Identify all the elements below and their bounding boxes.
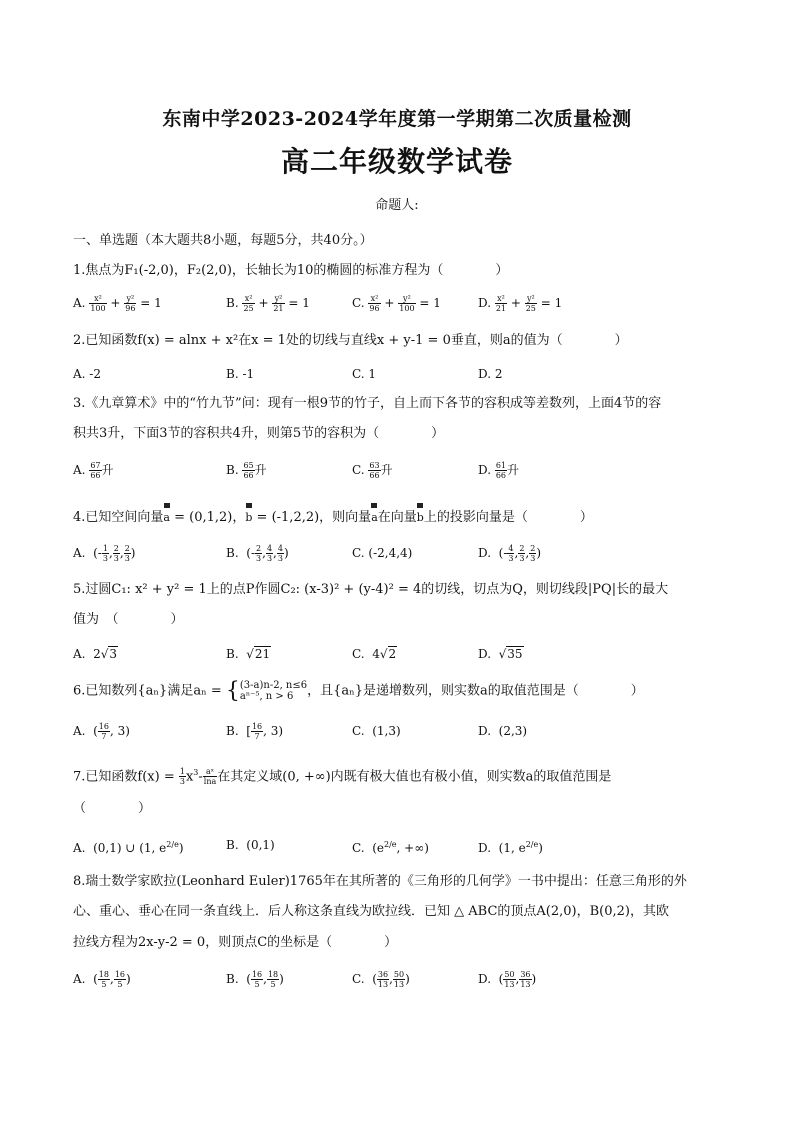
q4-option-b-label: B. xyxy=(226,546,239,560)
q2-option-d: D. 2 xyxy=(478,367,503,381)
q4-option-d-label: D. xyxy=(478,546,492,560)
q2-option-c: C. 1 xyxy=(352,367,377,381)
q3-d-unit: 升 xyxy=(507,463,520,477)
q1-option-b-label: B. xyxy=(226,296,239,310)
q3-c-unit: 升 xyxy=(380,463,393,477)
vector-a xyxy=(163,503,170,527)
vector-a-ref-label: a xyxy=(371,511,378,524)
q4-option-c: C. (-2,4,4) xyxy=(352,546,413,560)
q3-option-a-label: A. xyxy=(73,463,86,477)
q4-stem-part5: 上的投影向量是（ ） xyxy=(423,510,593,525)
q3-option-b-label: B. xyxy=(226,463,239,477)
q1-a-eq: = 1 xyxy=(140,296,162,310)
q4-option-b: B. (- $\frac{2}{3}$ , $\frac{4}{3}$ , $\frac{4}{3}$ ) xyxy=(226,544,289,563)
q6-option-c: C. (1,3) xyxy=(352,724,401,738)
q4-stem-part3: = (-1,2,2)，则向量 xyxy=(256,510,372,525)
q3-c-num: 63 xyxy=(369,461,380,470)
q1-b-den2: 21 xyxy=(273,304,284,313)
q1-b-den1: 25 xyxy=(243,304,254,313)
question-2-stem: 2.已知函数f(x) = alnx + x²在x = 1处的切线与直线x + y-1 = 0垂直，则a的值为（ ） xyxy=(73,333,628,348)
q2-option-b: B. -1 xyxy=(226,367,255,381)
q8-option-a: A. ( $\frac{18}{5}$ , $\frac{16}{5}$ ) xyxy=(73,970,131,989)
q1-c-den1: 96 xyxy=(369,304,380,313)
q6-case2: aⁿ⁻⁵, n > 6 xyxy=(239,691,294,702)
question-5-stem-line1: 5.过圆C₁: x² + y² = 1上的点P作圆C₂: (x-3)² + (y-4)² = 4的切线，切点为Q，则切线段|PQ|长的最大 xyxy=(73,582,669,597)
q1-option-a: A. $\frac{\text{x²}}{100}$ + $\frac{\text{y²}}{96}$ = 1 xyxy=(73,294,162,313)
q3-option-b xyxy=(226,461,267,480)
q1-a-den1: 100 xyxy=(90,304,106,313)
q3-c-den: 66 xyxy=(369,471,380,480)
q4-option-a: A. (- $\frac{1}{3}$ , $\frac{2}{3}$ , $\frac{2}{3}$ ) xyxy=(73,544,136,563)
school-title: 东南中学2023-2024学年度第一学期第二次质量检测 xyxy=(162,108,632,130)
q1-option-d: D. $\frac{\text{x²}}{21}$ + $\frac{\text{y²}}{25}$ = 1 xyxy=(478,294,563,313)
exam-title: 高二年级数学试卷 xyxy=(280,145,513,178)
q7-option-c: C. ($e^{2/e}$, +∞) xyxy=(352,840,429,855)
q3-a-num: 67 xyxy=(90,461,101,470)
section-heading: 一、单选题（本大题共8小题，每题5分，共40分。） xyxy=(73,233,373,248)
q1-a-den2: 96 xyxy=(125,304,136,313)
q4-option-a-label: A. xyxy=(73,546,86,560)
q7-stem-part2: 在其定义域(0, +∞)内既有极大值也有极小值，则实数a的取值范围是 xyxy=(217,769,612,785)
vector-b xyxy=(245,503,252,527)
q4-option-d: D. (- $\frac{4}{3}$ , $\frac{2}{3}$ , $\frac{2}{3}$ ) xyxy=(478,544,542,563)
q3-d-den: 66 xyxy=(495,471,507,480)
q6-case1: (3-a)n-2, n≤6 xyxy=(239,680,308,691)
question-1-stem: 1.焦点为F₁(-2,0)，F₂(2,0)，长轴长为10的椭圆的标准方程为（ ） xyxy=(73,263,509,278)
q8-option-b: B. ( $\frac{16}{5}$ , $\frac{18}{5}$ ) xyxy=(226,970,284,989)
q8-option-d: D. ( $\frac{50}{13}$ , $\frac{36}{13}$ ) xyxy=(478,970,537,989)
q6-option-d: D. (2,3) xyxy=(478,724,528,738)
question-3-stem-line1: 3.《九章算术》中的“竹九节”问：现有一根9节的竹子，自上而下各节的容积成等差数列，上面4节的容 xyxy=(73,396,662,411)
q3-b-num: 65 xyxy=(243,461,254,470)
q4-stem-part4: 在向量 xyxy=(377,510,417,525)
question-8-stem-line3: 拉线方程为2x-y-2 = 0，则顶点C的坐标是（ ） xyxy=(73,935,398,950)
vector-b-ref xyxy=(417,503,424,527)
vector-b-ref-label: b xyxy=(416,511,424,524)
q1-c-eq: = 1 xyxy=(419,296,441,310)
q7-option-a: A. (0,1) ∪ (1, $e^{2/e}$) xyxy=(73,840,184,855)
q1-option-d-label: D. xyxy=(478,296,492,310)
q7-option-d: D. (1, $e^{2/e}$) xyxy=(478,840,543,855)
q3-b-den: 66 xyxy=(243,471,254,480)
question-5-stem-line2: 值为 （ ） xyxy=(73,612,184,627)
q5-option-d: D. √35 xyxy=(478,647,523,661)
q5-option-a: A. 2√3 xyxy=(73,647,118,661)
q3-d-num: 61 xyxy=(495,461,507,470)
vector-a-label: a xyxy=(163,511,170,524)
question-7-stem: 7.已知函数f(x) = $\frac{1}{3}$ $x^3-$ $\frac{\text{aˣ}}{\ln a}$ 在其定义域(0, +∞)内既有极大值也有极小值，则实数a的取值范围是 xyxy=(73,767,612,787)
q3-a-unit: 升 xyxy=(101,463,114,477)
q6-stem-part1: 6.已知数列{aₙ}满足aₙ = xyxy=(73,683,222,699)
q1-option-a-label: A. xyxy=(73,296,86,310)
q5-option-c: C. 4√2 xyxy=(352,647,397,661)
q1-d-eq: = 1 xyxy=(540,296,563,310)
question-3-stem-line2: 积共3升，下面3节的容积共4升，则第5节的容积为（ ） xyxy=(73,426,445,441)
q6-stem-part2: ，且{aₙ}是递增数列，则实数a的取值范围是（ ） xyxy=(307,683,644,699)
q3-option-c-label: C. xyxy=(352,463,365,477)
q2-option-a: A. -2 xyxy=(73,367,101,381)
q6-option-b: B. [ $\frac{16}{7}$ , 3) xyxy=(226,722,284,741)
question-8-stem-line1: 8.瑞士数学家欧拉(Leonhard Euler)1765年在其所著的《三角形的几何学》一书中提出：任意三角形的外 xyxy=(73,874,687,889)
vector-a-ref xyxy=(371,503,378,527)
q3-option-a xyxy=(73,461,114,480)
author-label: 命题人: xyxy=(375,198,419,213)
q7-stem-part1: 7.已知函数f(x) = xyxy=(73,769,175,785)
q7-option-b: B. (0,1) xyxy=(226,838,275,852)
q1-option-c: C. $\frac{\text{x²}}{96}$ + $\frac{\text{y²}}{100}$ = 1 xyxy=(352,294,441,313)
question-4-stem xyxy=(73,503,593,527)
q1-option-b: B. $\frac{\text{x²}}{25}$ + $\frac{\text{y²}}{21}$ = 1 xyxy=(226,294,310,313)
q6-piecewise: { (3-a)n-2, n≤6 aⁿ⁻⁵, n > 6 xyxy=(225,678,308,704)
q1-d-den2: 25 xyxy=(525,304,536,313)
q8-option-c: C. ( $\frac{36}{13}$ , $\frac{50}{13}$ ) xyxy=(352,970,410,989)
question-6-stem xyxy=(73,680,644,702)
q1-d-den1: 21 xyxy=(495,304,507,313)
q1-option-c-label: C. xyxy=(352,296,365,310)
q3-option-d-label: D. xyxy=(478,463,492,477)
q1-c-den2: 100 xyxy=(399,304,415,313)
q5-option-b: B. √21 xyxy=(226,647,271,661)
vector-b-label: b xyxy=(245,511,253,524)
q4-stem-part2: = (0,1,2)， xyxy=(174,510,246,525)
q1-b-eq: = 1 xyxy=(288,296,310,310)
q3-b-unit: 升 xyxy=(254,463,267,477)
q3-option-c xyxy=(352,461,393,480)
q4-stem-part1: 4.已知空间向量 xyxy=(73,510,164,525)
q3-option-d xyxy=(478,461,519,480)
q3-a-den: 66 xyxy=(90,471,101,480)
q6-option-a: A. ( $\frac{16}{7}$ , 3) xyxy=(73,722,130,741)
question-7-stem-line2: （ ） xyxy=(73,801,152,816)
question-8-stem-line2: 心、重心、垂心在同一条直线上．后人称这条直线为欧拉线．已知 △ ABC的顶点A(2,0)，B(0,2)，其欧 xyxy=(73,904,669,919)
